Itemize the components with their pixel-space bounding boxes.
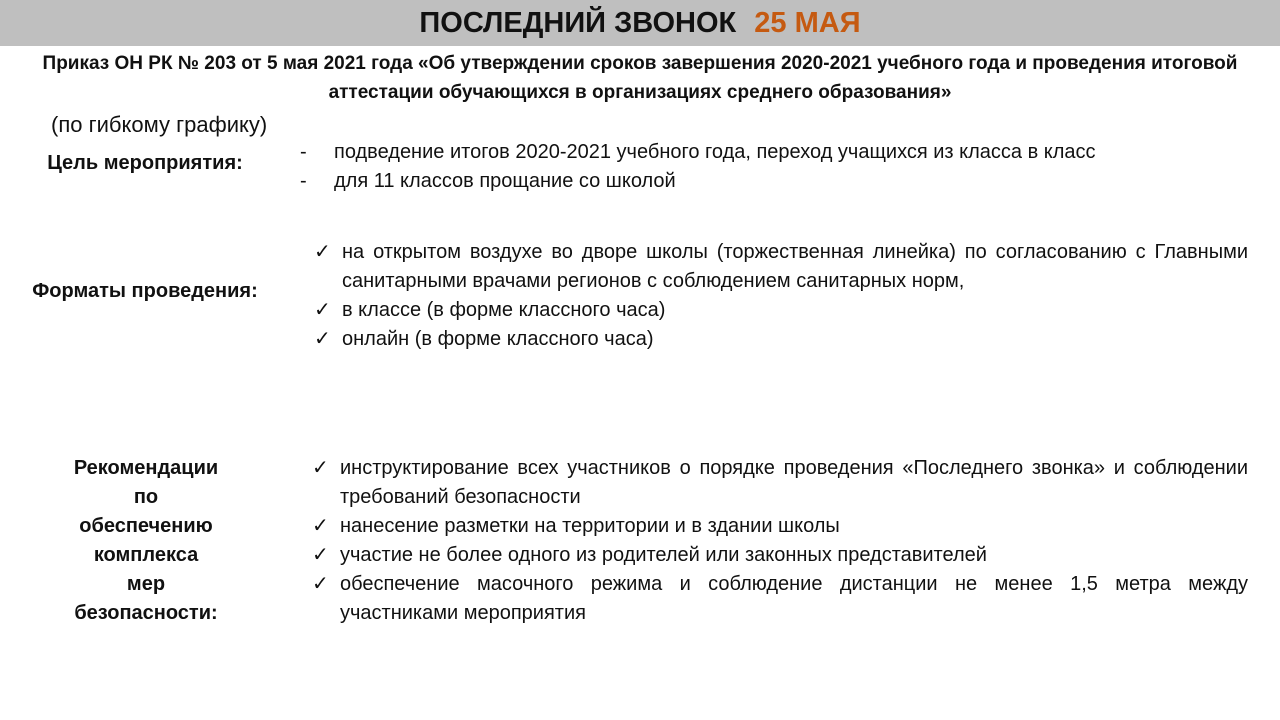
goal-item-text: подведение итогов 2020-2021 учебного года, переход учащихся из класса в класс	[334, 141, 1096, 163]
dash-marker: -	[300, 170, 307, 192]
formats-label: Форматы проведения:	[32, 280, 258, 302]
format-item-text: в классе (в форме классного часа)	[342, 299, 666, 321]
goal-item-text: для 11 классов прощание со школой	[334, 170, 676, 192]
decree-reference: Приказ ОН РК № 203 от 5 мая 2021 года «Об утверждении сроков завершения 2020-2021 учебного года и проведения итоговой аттестации обучающихся в организациях среднего образования»	[42, 53, 1238, 103]
recommendations-label	[66, 454, 226, 628]
checkmark-icon: ✓	[312, 573, 329, 595]
recommendations-label-line: мер	[126, 573, 166, 595]
checkmark-icon: ✓	[312, 457, 329, 479]
goal-item	[300, 138, 1260, 167]
formats-list	[314, 238, 1248, 354]
format-item	[314, 325, 1248, 354]
format-item-text: онлайн (в форме классного часа)	[342, 328, 654, 350]
checkmark-icon: ✓	[312, 544, 329, 566]
title-date: 25 МАЯ	[754, 7, 861, 39]
recommendations-label-line: по	[133, 486, 159, 508]
schedule-note: (по гибкому графику)	[51, 112, 268, 137]
checkmark-icon: ✓	[312, 515, 329, 537]
recommendation-item	[312, 570, 1248, 628]
recommendations-label-line: безопасности:	[74, 602, 218, 624]
recommendations-list	[312, 454, 1248, 628]
checkmark-icon: ✓	[314, 328, 331, 350]
checkmark-icon: ✓	[314, 299, 331, 321]
recommendation-item-text: инструктирование всех участников о порядке проведения «Последнего звонка» и соблюдении требований безопасности	[340, 457, 1248, 508]
goal-list	[300, 138, 1260, 196]
goal-label: Цель мероприятия:	[47, 152, 243, 174]
recommendation-item-text: участие не более одного из родителей или законных представителей	[340, 544, 987, 566]
format-item-text: на открытом воздухе во дворе школы (торжественная линейка) по согласованию с Главными санитарными врачами регионов с соблюдением санитарных норм,	[342, 241, 1248, 292]
recommendation-item	[312, 512, 1248, 541]
recommendation-item	[312, 454, 1248, 512]
recommendations-label-line: комплекса	[93, 544, 199, 566]
recommendations-label-line: Рекомендации	[73, 457, 219, 479]
format-item	[314, 238, 1248, 296]
dash-marker: -	[300, 141, 307, 163]
recommendations-label-line: обеспечению	[79, 515, 213, 537]
format-item	[314, 296, 1248, 325]
recommendation-item-text: нанесение разметки на территории и в здании школы	[340, 515, 840, 537]
recommendation-item-text: обеспечение масочного режима и соблюдение дистанции не менее 1,5 метра между участниками мероприятия	[340, 573, 1248, 624]
recommendation-item	[312, 541, 1248, 570]
checkmark-icon: ✓	[314, 241, 331, 263]
title-bar	[0, 0, 1280, 46]
page-title: ПОСЛЕДНИЙ ЗВОНОК	[419, 7, 737, 39]
goal-item	[300, 167, 1260, 196]
